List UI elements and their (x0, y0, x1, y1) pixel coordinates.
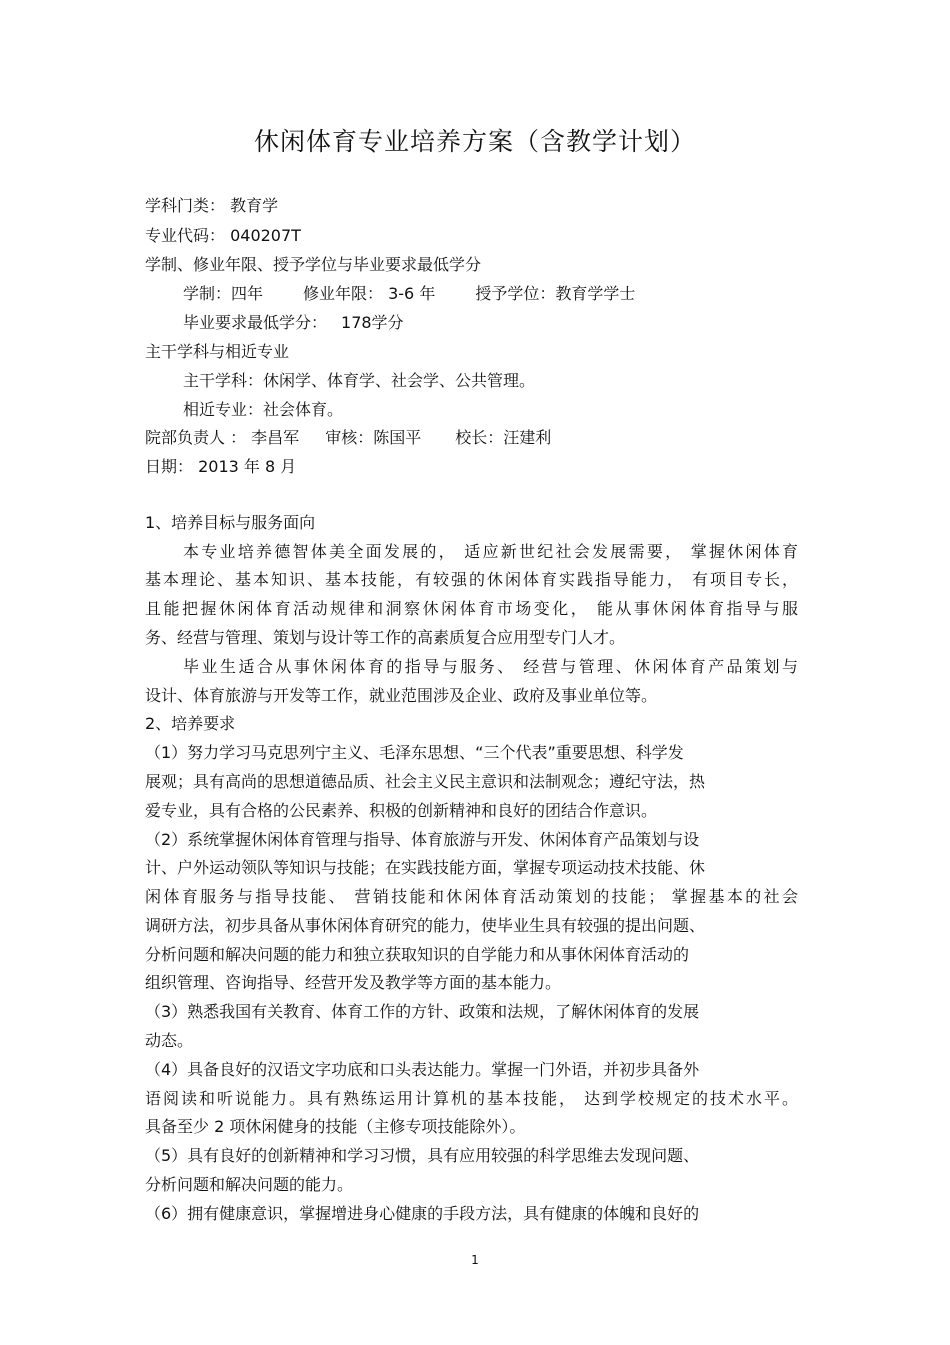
credits-label: 毕业要求最低学分： (183, 313, 328, 332)
section2-line: 闲体育服务与指导技能、 营销技能和休闲体育活动策划的技能； 掌握基本的社会 (145, 887, 798, 906)
section1-line: 务、经营与管理、策划与设计等工作的高素质复合应用型专门人才。 (145, 628, 626, 647)
section1-line: 且能把握休闲体育活动规律和洞察休闲体育市场变化， 能从事休闲体育指导与服 (145, 599, 798, 618)
years-text: 修业年限： 3-6 年 (303, 284, 436, 303)
section2-line: （1）努力学习马克思列宁主义、毛泽东思想、“三个代表”重要思想、科学发 (145, 743, 684, 762)
section2-line: 动态。 (145, 1031, 194, 1050)
section1-line: 设计、体育旅游与开发等工作，就业范围涉及企业、政府及事业单位等。 (145, 686, 658, 705)
system-text: 学制：四年 (183, 284, 264, 303)
credits-value: 178学分 (341, 313, 404, 332)
officials-line (145, 428, 551, 448)
review-text: 审核：陈国平 (325, 428, 422, 447)
section1-heading: 1、培养目标与服务面向 (145, 513, 316, 532)
dean-text: 院部负责人 ： 李昌军 (145, 428, 300, 447)
section1-line: 本专业培养德智体美全面发展的， 适应新世纪社会发展需要， 掌握休闲体育 (183, 542, 798, 561)
section2-line: （2）系统掌握休闲体育管理与指导、体育旅游与开发、休闲体育产品策划与设 (145, 830, 700, 849)
section2-line: （6）拥有健康意识，掌握增进身心健康的手段方法，具有健康的体魄和良好的 (145, 1204, 700, 1223)
section1-line: 基本理论、基本知识、基本技能，有较强的休闲体育实践指导能力， 有项目专长， (145, 570, 798, 589)
section2-line: 展观；具有高尚的思想道德品质、社会主义民主意识和法制观念；遵纪守法，热 (145, 772, 706, 791)
section2-line: （5）具有良好的创新精神和学习习惯，具有应用较强的科学思维去发现问题、 (145, 1146, 700, 1165)
president-text: 校长：汪建利 (455, 428, 552, 447)
date-line: 日期： 2013 年 8 月 (145, 457, 297, 476)
section2-line: 组织管理、咨询指导、经营开发及教学等方面的基本能力。 (145, 973, 562, 992)
section2-line: 语阅读和听说能力。具有熟练运用计算机的基本技能， 达到学校规定的技术水平。 (145, 1089, 798, 1108)
section2-line: 调研方法，初步具备从事休闲体育研究的能力，使毕业生具有较强的提出问题、 (145, 916, 706, 935)
code-line: 专业代码： 040207T (145, 226, 301, 245)
section2-line: （3）熟悉我国有关教育、体育工作的方针、政策和法规，了解休闲体育的发展 (145, 1002, 700, 1021)
credits-line (183, 313, 404, 333)
section1-line: 毕业生适合从事休闲体育的指导与服务、 经营与管理、休闲体育产品策划与 (183, 657, 798, 676)
section2-heading: 2、培养要求 (145, 714, 236, 733)
section2-line: 具备至少 2 项休闲健身的技能（主修专项技能除外）。 (145, 1117, 526, 1136)
page-number: 1 (471, 1253, 479, 1267)
major-line: 主干学科：休闲学、体育学、社会学、公共管理。 (183, 371, 536, 390)
related-line: 相近专业：社会体育。 (183, 400, 344, 419)
section2-line: 分析问题和解决问题的能力和独立获取知识的自学能力和从事休闲体育活动的 (145, 945, 690, 964)
system-info-line (183, 284, 635, 304)
section2-line: 计、户外运动领队等知识与技能；在实践技能方面，掌握专项运动技术技能、休 (145, 858, 706, 877)
degree-text: 授予学位：教育学学士 (475, 284, 636, 303)
discipline-line: 学科门类： 教育学 (145, 196, 279, 215)
section2-line: （4）具备良好的汉语文字功底和口头表达能力。掌握一门外语，并初步具备外 (145, 1060, 700, 1079)
section2-line: 分析问题和解决问题的能力。 (145, 1175, 354, 1194)
system-heading: 学制、修业年限、授予学位与毕业要求最低学分 (145, 255, 482, 274)
section2-line: 爱专业，具有合格的公民素养、积极的创新精神和良好的团结合作意识。 (145, 801, 658, 820)
major-heading: 主干学科与相近专业 (145, 342, 290, 361)
document-title: 休闲体育专业培养方案（含教学计划） (253, 127, 696, 156)
